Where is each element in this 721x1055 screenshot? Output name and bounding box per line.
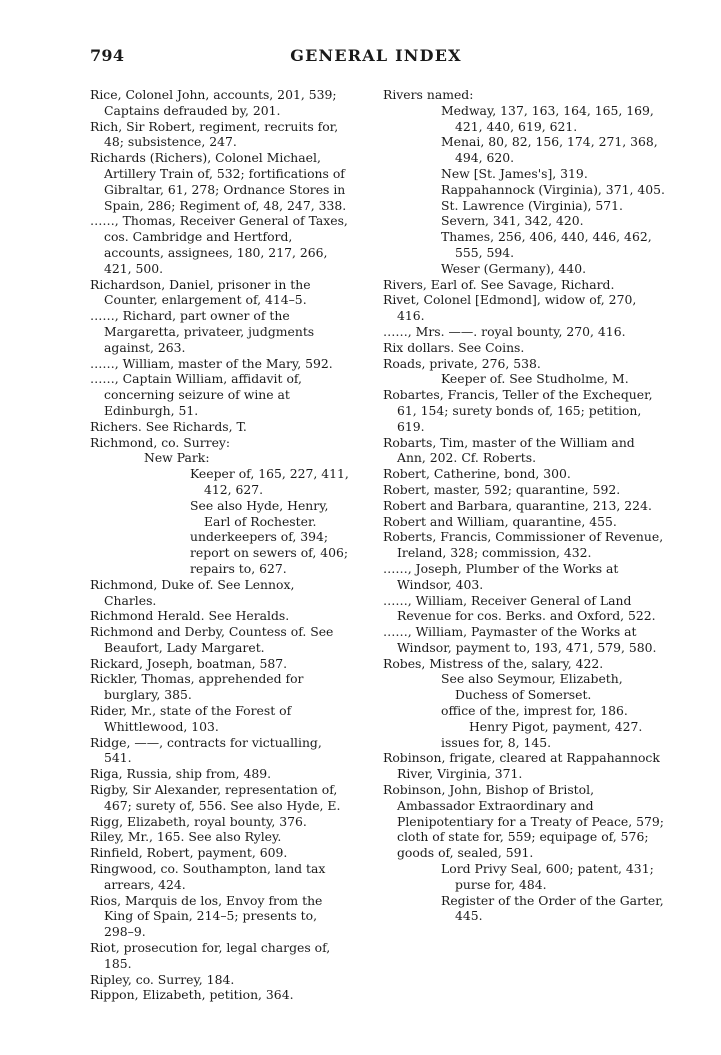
index-entry: Rich, Sir Robert, regiment, recruits for, 48; subsistence, 247. — [90, 118, 339, 150]
index-entry: ……, Mrs. ——. royal bounty, 270, 416. — [383, 323, 626, 339]
index-entry: ……, Joseph, Plumber of the Works at Windsor, 403. — [383, 560, 619, 592]
index-column-left — [90, 87, 350, 1003]
index-entry: Riley, Mr., 165. See also Ryley. — [90, 829, 282, 845]
index-entry: Ripley, co. Surrey, 184. — [90, 971, 235, 987]
index-entry: Rivers, Earl of. See Savage, Richard. — [383, 276, 615, 292]
index-entry: Robert and William, quarantine, 455. — [383, 513, 617, 529]
index-entry: Riga, Russia, ship from, 489. — [90, 766, 272, 782]
index-entry: Rappahannock (Virginia), 371, 405. — [441, 181, 665, 197]
index-entry: Robinson, frigate, cleared at Rappahannock River, Virginia, 371. — [383, 750, 660, 782]
index-entry: ……, Thomas, Receiver General of Taxes, cos. Cambridge and Hertford, accounts, assignees, 180, 217, 266, 421, 500. — [90, 213, 348, 276]
index-entry: St. Lawrence (Virginia), 571. — [441, 197, 623, 213]
running-title: GENERAL INDEX — [290, 46, 462, 65]
index-entry: New Park: — [144, 450, 210, 466]
index-entry: issues for, 8, 145. — [441, 734, 552, 750]
index-entry: Rinfield, Robert, payment, 609. — [90, 845, 288, 861]
index-entry: Weser (Germany), 440. — [441, 260, 587, 276]
index-entry: Robes, Mistress of the, salary, 422. — [383, 655, 604, 671]
index-entry: Rigby, Sir Alexander, representation of, 467; surety of, 556. See also Hyde, E. — [90, 782, 341, 813]
index-entry: Rios, Marquis de los, Envoy from the King of Spain, 214–5; presents to, 298–9. — [90, 892, 323, 940]
index-entry: Medway, 137, 163, 164, 165, 169, 421, 440, 619, 621. — [441, 102, 654, 134]
index-entry: Thames, 256, 406, 440, 446, 462, 555, 594. — [441, 229, 652, 260]
index-entry: Rice, Colonel John, accounts, 201, 539; Captains defrauded by, 201. — [90, 87, 337, 118]
index-entry: Richmond Herald. See Heralds. — [90, 608, 290, 624]
index-entry: Robert, master, 592; quarantine, 592. — [383, 481, 621, 497]
index-entry: Robinson, John, Bishop of Bristol, Ambassador Extraordinary and Plenipotentiary for a Treaty of Peace, 579; cloth of state for, 559; equipage of, 576; goods of, sealed, 591. — [383, 782, 664, 861]
index-entry: Menai, 80, 82, 156, 174, 271, 368, 494, 620. — [441, 134, 658, 166]
index-entry: Robarts, Tim, master of the William and Ann, 202. Cf. Roberts. — [383, 434, 635, 466]
index-entry: Roads, private, 276, 538. — [383, 355, 541, 371]
index-entry: Rippon, Elizabeth, petition, 364. — [90, 987, 294, 1003]
index-entry: Rix dollars. See Coins. — [383, 339, 525, 355]
index-entry: Roberts, Francis, Commissioner of Revenue, Ireland, 328; commission, 432. — [383, 529, 664, 561]
page-header — [90, 46, 662, 76]
index-entry: Keeper of, 165, 227, 411, 412, 627. — [190, 466, 349, 497]
index-entry: See also Hyde, Henry, Earl of Rochester. — [190, 497, 329, 529]
index-entry: Rider, Mr., state of the Forest of Whittlewood, 103. — [90, 703, 292, 734]
index-entry: ……, William, master of the Mary, 592. — [90, 355, 333, 371]
index-entry: report on sewers of, 406; — [190, 545, 349, 561]
index-entry: Richards (Richers), Colonel Michael, Artillery Train of, 532; fortifications of Gibraltar, 61, 278; Ordnance Stores in Spain, 286; Regiment of, 48, 247, 338. — [90, 150, 347, 213]
index-entry: Lord Privy Seal, 600; patent, 431; purse for, 484. — [441, 861, 654, 892]
index-column-right — [383, 87, 665, 924]
index-entry: Riot, prosecution for, legal charges of, 185. — [90, 940, 331, 971]
index-entry: Richardson, Daniel, prisoner in the Counter, enlargement of, 414–5. — [90, 276, 311, 308]
index-entry: Ringwood, co. Southampton, land tax arrears, 424. — [90, 861, 326, 892]
index-entry: underkeepers of, 394; — [190, 529, 329, 545]
index-entry: Register of the Order of the Garter, 445. — [441, 892, 664, 924]
index-entry: Ridge, ——, contracts for victualling, 541. — [90, 734, 322, 766]
index-entry: Robert, Catherine, bond, 300. — [383, 466, 571, 482]
index-entry: See also Seymour, Elizabeth, Duchess of Somerset. — [441, 671, 623, 703]
index-entry: Richers. See Richards, T. — [90, 418, 247, 434]
index-entry: Rivers named: — [383, 87, 474, 102]
index-entry: Richmond, Duke of. See Lennox, Charles. — [90, 576, 295, 608]
index-entry: New [St. James's], 319. — [441, 165, 588, 181]
index-entry: repairs to, 627. — [190, 560, 287, 576]
index-entry: Rigg, Elizabeth, royal bounty, 376. — [90, 813, 307, 829]
index-entry: Rickard, Joseph, boatman, 587. — [90, 655, 288, 671]
index-entry: Richmond, co. Surrey: — [90, 434, 231, 450]
index-entry: Severn, 341, 342, 420. — [441, 213, 584, 229]
index-entry: ……, William, Receiver General of Land Revenue for cos. Berks. and Oxford, 522. — [383, 592, 656, 624]
index-entry: ……, Captain William, affidavit of, concerning seizure of wine at Edinburgh, 51. — [90, 371, 302, 418]
index-entry: Rivet, Colonel [Edmond], widow of, 270, 416. — [383, 292, 637, 324]
index-entry: Richmond and Derby, Countess of. See Beaufort, Lady Margaret. — [90, 624, 334, 655]
index-entry: Keeper of. See Studholme, M. — [441, 371, 629, 387]
index-entry: ……, William, Paymaster of the Works at Windsor, payment to, 193, 471, 579, 580. — [383, 624, 657, 655]
page-number: 794 — [90, 46, 125, 65]
index-entry: Henry Pigot, payment, 427. — [469, 718, 643, 734]
index-entry: Robartes, Francis, Teller of the Exchequer, 61, 154; surety bonds of, 165; petition, 619. — [383, 387, 653, 434]
index-entry: ……, Richard, part owner of the Margaretta, privateer, judgments against, 263. — [90, 308, 315, 355]
index-entry: office of the, imprest for, 186. — [441, 703, 628, 719]
index-entry: Robert and Barbara, quarantine, 213, 224. — [383, 497, 652, 513]
index-entry: Rickler, Thomas, apprehended for burglary, 385. — [90, 671, 304, 703]
